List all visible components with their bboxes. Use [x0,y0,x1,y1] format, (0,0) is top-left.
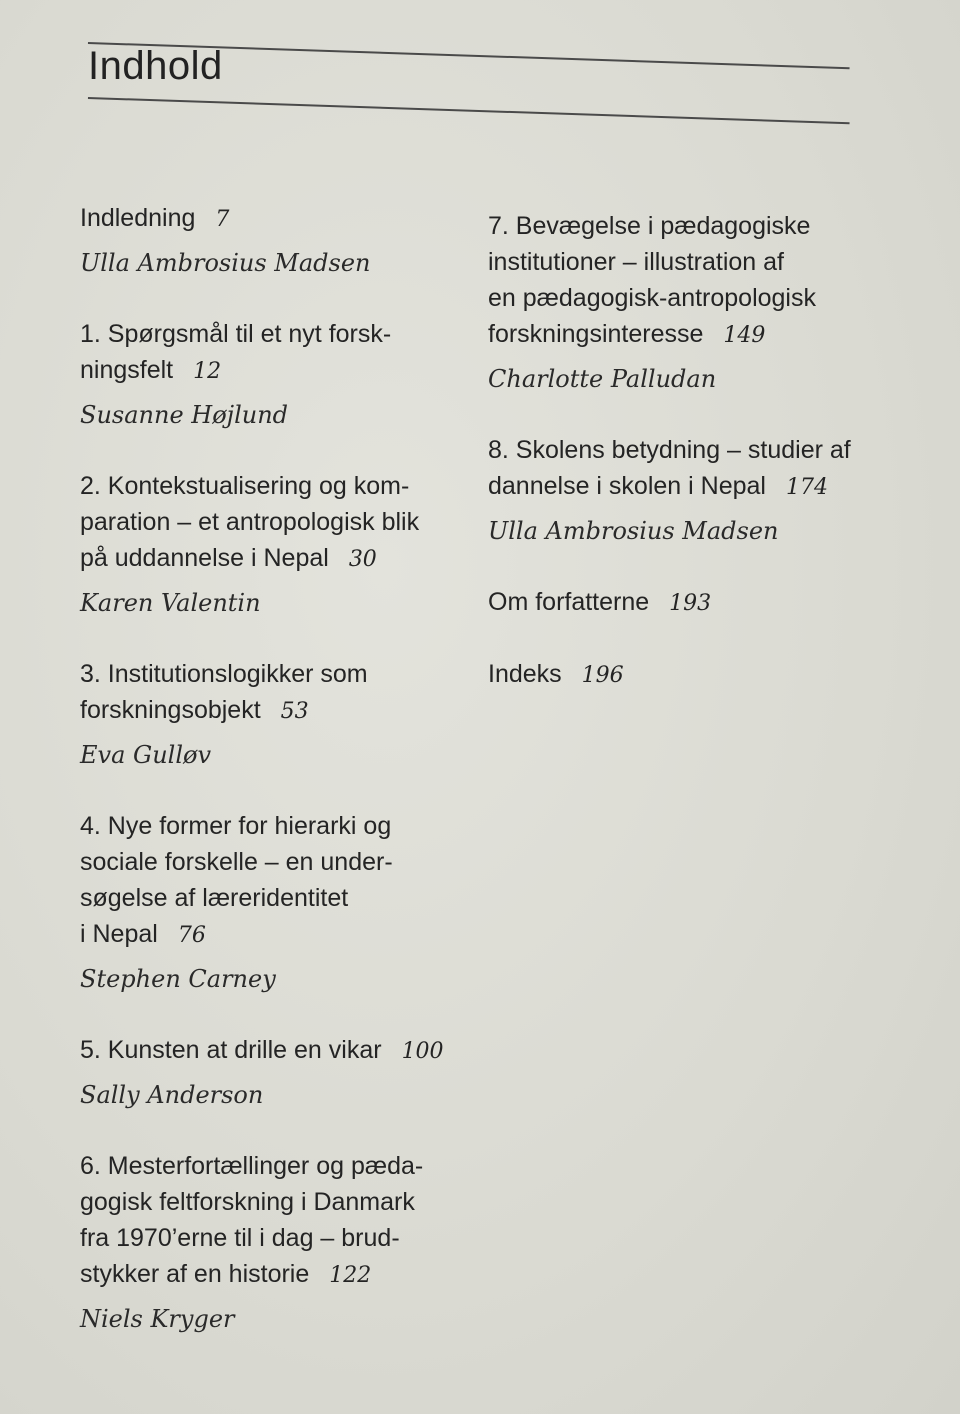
toc-page-number: 12 [193,359,222,384]
toc-column-left [80,200,480,1372]
toc-page-number: 30 [348,547,377,572]
toc-author: Sally Anderson [80,1081,264,1109]
toc-entry [80,316,480,432]
toc-entry [488,432,868,548]
toc-page-number: 122 [329,1263,372,1288]
toc-entry-title: 6. Mesterfortællinger og pæda- gogisk feltforskning i Danmark fra 1970’erne til i dag – brud- stykker af en historie 122 [80,1152,424,1288]
toc-author: Charlotte Palludan [488,365,717,393]
toc-author: Stephen Carney [80,965,276,993]
toc-entry-title: 4. Nye former for hierarki og sociale forskelle – en under- søgelse af læreridentitet i Nepal 76 [80,812,393,948]
toc-entry [488,584,868,622]
toc-entry [80,200,480,280]
toc-page-number: 149 [723,323,766,348]
toc-author: Ulla Ambrosius Madsen [488,517,779,545]
toc-page-number: 193 [669,591,712,616]
bottom-rule [88,97,850,124]
toc-author: Susanne Højlund [80,401,289,429]
toc-author: Karen Valentin [80,589,261,617]
toc-entry-title: Indeks 196 [488,660,624,688]
toc-page-number: 196 [581,663,624,688]
toc-page-number: 76 [177,923,206,948]
toc-entry-title: 1. Spørgsmål til et nyt forsk- ningsfelt 12 [80,320,392,384]
toc-entry-title: Om forfatterne 193 [488,588,712,616]
toc-entry-title: 3. Institutionslogikker som forskningsobjekt 53 [80,660,368,724]
toc-page-number: 53 [280,699,309,724]
toc-page-number: 7 [215,207,230,232]
page-title: Indhold [88,44,223,88]
toc-entry [80,468,480,620]
toc-entry [488,208,868,396]
toc-entry [80,1148,480,1336]
toc-column-right [488,208,868,728]
toc-entry-title: 5. Kunsten at drille en vikar 100 [80,1036,444,1064]
toc-entry-title: 7. Bevægelse i pædagogiske institutioner – illustration af en pædagogisk-antropologisk forskningsinteresse 149 [488,212,816,348]
toc-entry [488,656,868,694]
toc-entry [80,656,480,772]
toc-page-number: 100 [401,1039,444,1064]
toc-author: Ulla Ambrosius Madsen [80,249,371,277]
toc-author: Eva Gulløv [80,741,212,769]
toc-entry [80,808,480,996]
toc-author: Niels Kryger [80,1305,235,1333]
toc-entry-title: Indledning 7 [80,204,230,232]
toc-entry-title: 8. Skolens betydning – studier af dannelse i skolen i Nepal 174 [488,436,851,500]
toc-page-number: 174 [785,475,828,500]
toc-entry-title: 2. Kontekstualisering og kom- paration – et antropologisk blik på uddannelse i Nepal 30 [80,472,420,572]
toc-entry [80,1032,480,1112]
